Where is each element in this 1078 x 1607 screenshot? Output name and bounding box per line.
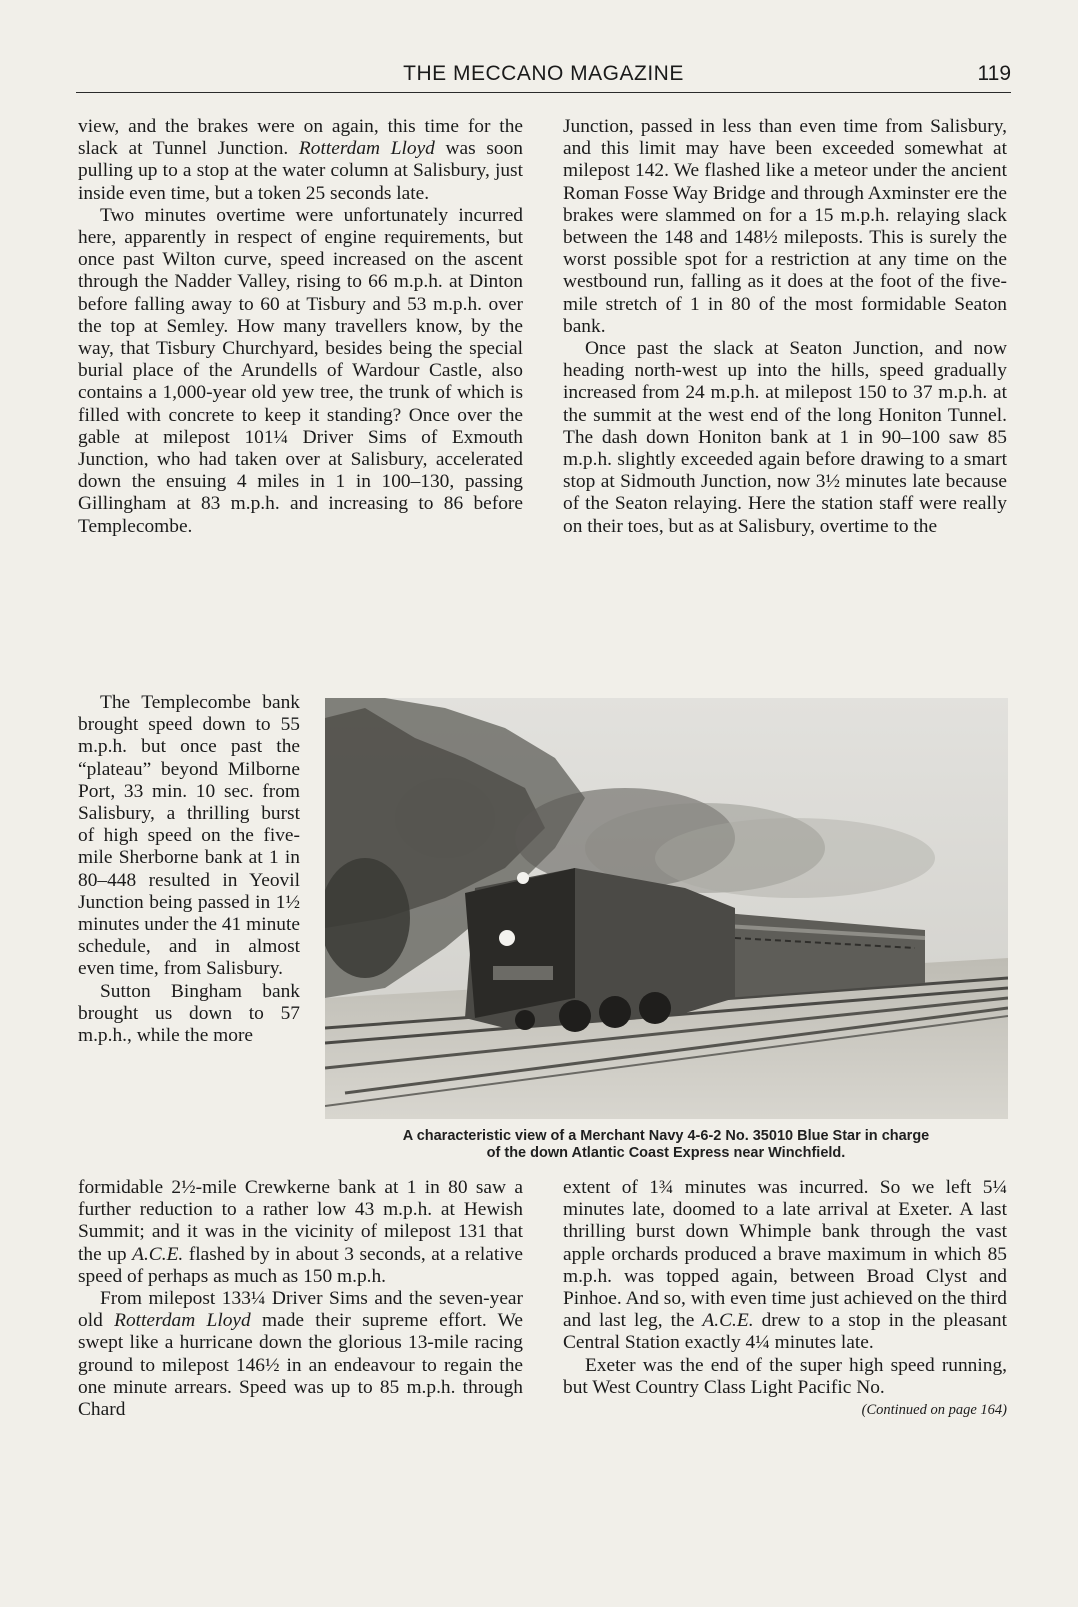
article-column-right-top [563, 116, 1007, 538]
paragraph: extent of 1¾ minutes was incurred. So we left 5¼ minutes late, doomed to a late arrival at Exeter. A last thrilling burst down Whimple bank through the vast apple orchards produced a brave maximum in which 85 m.p.h. was topped again, between Broad Clyst and Pinhoe. And so, with even time just achieved on the third and last leg, the A.C.E. drew to a stop in the pleasant Central Station exactly 4¼ minutes late. [563, 1177, 1007, 1354]
paragraph: Once past the slack at Seaton Junction, and now heading north-west up into the hills, speed gradually increased from 24 m.p.h. at milepost 150 to 37 m.p.h. at the summit at the west end of the long Honiton Tunnel. The dash down Honiton bank at 1 in 90–100 saw 85 m.p.h. slightly exceeded again before drawing to a smart stop at Sidmouth Junction, now 3½ minutes late because of the Seaton relaying. Here the station staff were really on their toes, but as at Salisbury, overtime to the [563, 338, 1007, 537]
caption-line: A characteristic view of a Merchant Navy 4-6-2 No. 35010 Blue Star in charge [402, 1128, 930, 1144]
page-header [76, 58, 1011, 93]
paragraph: Sutton Bingham bank brought us down to 57 m.p.h., while the more [78, 980, 300, 1047]
locomotive-illustration [325, 698, 1008, 1119]
page-number: 119 [977, 62, 1011, 85]
paragraph: Junction, passed in less than even time from Salisbury, and this limit may have been exceeded somewhat at milepost 142. We flashed like a meteor under the ancient Roman Fosse Way Bridge and through Axminster ere the brakes were slammed on for a 15 m.p.h. relaying slack between the 148 and 148½ mileposts. This is surely the worst possible spot for a restriction at any time on the westbound run, falling as it does at the foot of the five-mile stretch of 1 in 80 of the most formidable Seaton bank. [563, 116, 1007, 337]
paragraph: The Templecombe bank brought speed down to 55 m.p.h. but once past the “plateau” beyond Milborne Port, 33 min. 10 sec. from Salisbury, a thrilling burst of high speed on the five-mile Sherborne bank at 1 in 80–448 resulted in Yeovil Junction being passed in 1½ minutes under the 41 minute schedule, and in almost even time, from Salisbury. [78, 692, 300, 980]
paragraph: formidable 2½-mile Crewkerne bank at 1 in 80 saw a further reduction to a rather low 43 m.p.h. at Hewish Summit; and it was in the vicinity of milepost 131 that the up A.C.E. flashed by in about 3 seconds, at a relative speed of perhaps as much as 150 m.p.h. [78, 1177, 523, 1287]
article-column-left-top [78, 116, 523, 538]
continued-note: (Continued on page 164) [861, 1402, 1007, 1419]
article-column-left-bottom [78, 1177, 523, 1421]
train-name: A.C.E. [702, 1310, 754, 1332]
article-column-narrow [78, 692, 300, 1047]
magazine-title: THE MECCANO MAGAZINE [403, 62, 684, 85]
paragraph: Exeter was the end of the super high speed running, but West Country Class Light Pacific No. (Continued on page 164) [563, 1355, 1007, 1399]
train-name: Rotterdam Lloyd [298, 138, 435, 160]
train-name: A.C.E. [132, 1243, 184, 1265]
photo-caption [322, 1128, 1010, 1162]
article-column-right-bottom [563, 1177, 1007, 1421]
paragraph: view, and the brakes were on again, this time for the slack at Tunnel Junction. Rotterdam Lloyd was soon pulling up to a stop at the water column at Salisbury, just inside even time, but a token 25 seconds late. [78, 116, 523, 204]
caption-line: of the down Atlantic Coast Express near Winchfield. [486, 1145, 846, 1161]
engine-name: Rotterdam Lloyd [114, 1310, 251, 1332]
locomotive-photo [325, 698, 1008, 1119]
paragraph: From milepost 133¼ Driver Sims and the seven-year old Rotterdam Lloyd made their supreme effort. We swept like a hurricane down the glorious 13-mile racing ground to milepost 146½ in an endeavour to regain the one minute arrears. Speed was up to 85 m.p.h. through Chard [78, 1288, 523, 1421]
paragraph: Two minutes overtime were unfortunately incurred here, apparently in respect of engine requirements, but once past Wilton curve, speed increased on the ascent through the Nadder Valley, rising to 66 m.p.h. at Dinton before falling away to 60 at Tisbury and 53 m.p.h. over the top at Semley. How many travellers know, by the way, that Tisbury Churchyard, besides being the special burial place of the Arundells of Wardour Castle, also contains a 1,000-year old yew tree, the trunk of which is filled with concrete to keep it standing? Once over the gable at milepost 101¼ Driver Sims of Exmouth Junction, who had taken over at Salisbury, accelerated down the ensuing 4 miles in 1 in 100–130, passing Gillingham at 83 m.p.h. and increasing to 86 before Templecombe. [78, 204, 523, 537]
